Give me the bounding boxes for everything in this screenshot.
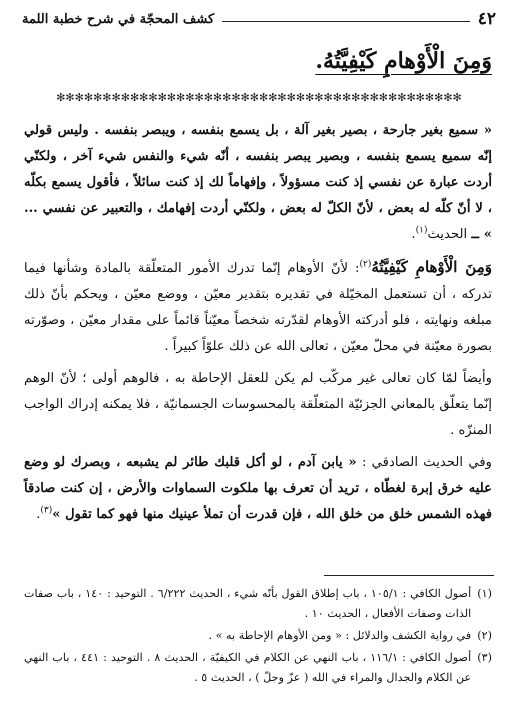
footnote-2	[24, 626, 492, 646]
commentary-text-2: وأيضاً لمّا كان تعالى غير مركّب لم يكن للعقل الإحاطة به ، فالوهم أولى ؛ لأنّ الوهم إنّما يتعلّق بالمعاني الجزئيّة المتعلّقة بالمحسوسات الجسمانيّة ، فلا يمكنه إدراك الواجب المنزّه .	[24, 371, 492, 438]
star-ornament-divider: ✻✻✻✻✻✻✻✻✻✻✻✻✻✻✻✻✻✻✻✻✻✻✻✻✻✻✻✻✻✻✻✻✻✻✻✻✻✻✻✻✻✻✻✻	[56, 92, 462, 104]
footnote-separator	[324, 575, 494, 576]
hadith-tail: الحديث	[427, 227, 468, 242]
running-title: كشف المحجّة في شرح خطبة اللمة	[22, 11, 215, 27]
paragraph-1: « سميع بغير جارحة ، بصير بغير آلة ، بل يسمع بنفسه ، ويبصر بنفسه . وليس قولي إنّه سميع يسمع بنفسه ، وبصير يبصر بنفسه ، أنّه شيء والنفس شيء آخر ، ولكنّي أردت عبارة عن نفسي إذ كنت مسؤولاً ، وإفهاماً لك إذ كنت سائلاً ، فأقول يسمع بكلّه ، لا أنّ كلّه له بعض ، لأنّ الكلّ له بعض ، ولكنّي أردت إفهامك ، والتعبير عن نفسي ... » ــ الحديث$^{(١)}$.	[24, 123, 492, 242]
header-rule	[222, 21, 470, 22]
main-text	[24, 118, 492, 534]
section-heading: وَمِنَ الْأَوْهامِ كَيْفِيَّتُهُ.	[315, 48, 492, 74]
footnote-text: أصول الكافي : ١٠٥/١ ، باب إطلاق القول بأنّه شيء ، الحديث ٦/٢٢٢ . التوحيد : ١٤٠ ، باب صفات الذات وصفات الأفعال ، الحديث ١٠ .	[24, 587, 472, 620]
hadith-quote-2: « يابن آدم ، لو أكل قلبك طائر لم يشبعه ، وبصرك لو وضع عليه خرق إبرة لغطّاه ، تريد أن تعرف بها ملكوت السماوات والأرض ، إن كنت صادقاً فهذه الشمس خلق من خلق الله ، فإن قدرت أن تملأ عينيك منها فهو كما تقول »	[24, 455, 492, 522]
footnotes	[24, 584, 492, 690]
paragraph-4	[24, 450, 492, 528]
footnote-text: في رواية الكشف والدلائل : « ومن الأوهام الإحاطة به » .	[208, 629, 472, 642]
footnote-ref-3: (٣)	[40, 505, 53, 516]
commentary-text: : لأنّ الأوهام إنّما تدرك الأمور المتعلّقة بالمادة وشأنها فيما تدركه ، أن تستعمل المخيّلة في تقديره بتقدير معيّن ، ووضع معيّن ، ويحكم بأنّ ذلك مبلغه ونهايته ، فلو أدركته الأوهام لقدّرته شخصاً معيّناً قائماً على مقدار معيّن ، وصوّرته بصورة معيّنة في محلّ معيّن ، تعالى الله عن ذلك علوّاً كبيراً .	[24, 261, 492, 354]
paragraph-2	[24, 254, 492, 360]
sentence-end: .	[36, 507, 41, 522]
footnote-text: أصول الكافي : ١١٦/١ ، باب النهي عن الكلام في الكيفيّة ، الحديث ٨ . التوحيد : ٤٤١ ، باب النهي عن الكلام والجدال والمراء في الله ( عزّ وجلّ ) ، الحديث ٥ .	[24, 651, 472, 684]
footnote-ref-2: (٢)	[359, 259, 372, 270]
footnote-3	[24, 648, 492, 688]
footnote-number: (٢)	[477, 629, 492, 642]
footnote-number: (١)	[477, 587, 492, 600]
page-number: ٤٢	[477, 9, 496, 29]
commented-phrase: وَمِنَ الْأَوْهامِ كَيْفِيَّتُهُ	[371, 258, 492, 276]
page-header	[22, 8, 496, 30]
footnote-ref-1: (١)	[415, 225, 428, 236]
hadith-quote-1: « سميع بغير جارحة ، بصير بغير آلة ، بل يسمع بنفسه ، ويبصر بنفسه . وليس قولي إنّه سميع يسمع بنفسه ، وبصير يبصر بنفسه ، أنّه شيء والنفس شيء آخر ، ولكنّي أردت عبارة عن نفسي إذ كنت مسؤولاً ، وإفهاماً لك إذ كنت سائلاً ، فأقول يسمع بكلّه ، لا أنّ كلّه له بعض ، لأنّ الكلّ له بعض ، ولكنّي أردت إفهامك ، والتعبير عن نفسي ... » ــ	[24, 123, 492, 242]
paragraph-3	[24, 366, 492, 444]
footnote-1	[24, 584, 492, 624]
footnote-number: (٣)	[477, 651, 492, 664]
hadith-intro: وفي الحديث الصادقي :	[361, 455, 492, 470]
